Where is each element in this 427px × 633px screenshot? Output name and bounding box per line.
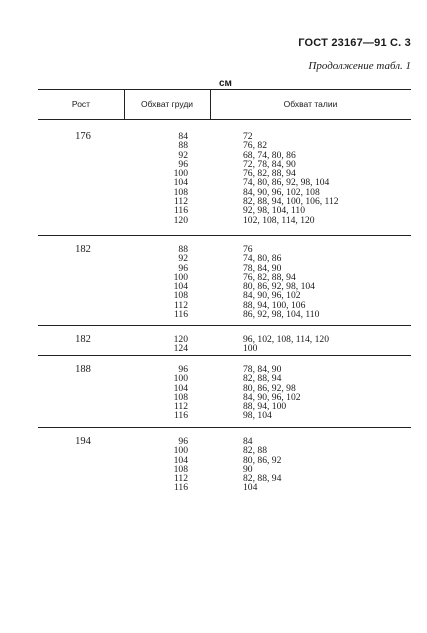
waist-values: 84, 90, 96, 102, 108 [243,186,320,198]
chest-value: 84 [178,131,188,142]
waist-values: 74, 80, 86 [243,253,282,265]
waist-values: 72 [243,131,253,142]
group-separator [38,325,411,326]
waist-values: 84 [243,436,253,447]
waist-values: 98, 104 [243,410,272,422]
chest-column [128,437,188,493]
waist-values: 82, 88, 94, 100, 106, 112 [243,196,339,208]
document-code: ГОСТ 23167—91 С. 3 [298,37,411,49]
chest-column [128,335,188,354]
waist-values: 68, 74, 80, 86 [243,149,296,161]
waist-values: 76, 82, 88, 94 [243,168,296,180]
waist-values: 102, 108, 114, 120 [243,214,315,226]
chest-value: 116 [173,482,188,494]
group-separator [38,355,411,356]
height-value: 188 [75,364,91,375]
chest-value: 88 [178,140,188,152]
chest-value: 116 [173,309,188,321]
chest-value: 100 [173,445,188,457]
chest-value: 104 [173,382,188,394]
waist-column [243,132,408,225]
waist-values: 82, 88 [243,445,267,457]
waist-values: 72, 78, 84, 90 [243,158,296,170]
group-separator [38,235,411,236]
chest-value: 108 [173,463,188,475]
header-bottom-border [38,119,411,120]
waist-values: 92, 98, 104, 110 [243,205,306,217]
waist-values: 104 [243,482,258,494]
chest-value: 120 [173,334,188,345]
waist-column [243,437,408,493]
chest-value: 116 [173,410,188,422]
column-header-height: Рост [71,99,91,109]
waist-values: 76 [243,244,253,255]
waist-column [243,245,408,319]
waist-values: 84, 90, 96, 102 [243,290,301,302]
chest-value: 112 [173,473,188,485]
waist-values: 80, 86, 92, 98, 104 [243,281,315,293]
chest-value: 120 [173,214,188,226]
chest-value: 96 [178,364,188,375]
chest-column [128,365,188,421]
table-continuation-label: Продолжение табл. 1 [308,60,411,72]
chest-value: 108 [173,391,188,403]
unit-label: см [219,78,232,89]
column-header-chest: Обхват груди [140,99,194,109]
table-top-border [38,89,411,90]
chest-column [128,245,188,319]
chest-value: 92 [178,253,188,265]
column-header-waist: Обхват талии [283,99,338,109]
waist-values: 82, 88, 94 [243,373,282,385]
chest-value: 112 [173,196,188,208]
chest-value: 112 [173,401,188,413]
waist-values: 78, 84, 90 [243,364,282,375]
waist-column [243,335,408,354]
height-value: 176 [75,131,91,142]
height-value: 194 [75,436,91,447]
chest-value: 96 [178,436,188,447]
chest-value: 108 [173,290,188,302]
waist-values: 80, 86, 92 [243,454,282,466]
waist-values: 76, 82 [243,140,267,152]
waist-values: 86, 92, 98, 104, 110 [243,309,320,321]
chest-value: 116 [173,205,188,217]
chest-value: 96 [178,158,188,170]
waist-values: 100 [243,343,258,355]
chest-value: 104 [173,281,188,293]
waist-values: 78, 84, 90 [243,262,282,274]
chest-value: 92 [178,149,188,161]
height-value: 182 [75,244,91,255]
chest-value: 112 [173,299,188,311]
chest-value: 96 [178,262,188,274]
waist-column [243,365,408,421]
waist-values: 90 [243,463,253,475]
waist-values: 88, 94, 100, 106 [243,299,306,311]
waist-values: 76, 82, 88, 94 [243,271,296,283]
chest-column [128,132,188,225]
waist-values: 82, 88, 94 [243,473,282,485]
group-separator [38,427,411,428]
chest-value: 88 [178,244,188,255]
chest-value: 100 [173,271,188,283]
height-value: 182 [75,334,91,345]
chest-value: 100 [173,373,188,385]
chest-value: 100 [173,168,188,180]
chest-value: 104 [173,454,188,466]
waist-values: 80, 86, 92, 98 [243,382,296,394]
chest-value: 108 [173,186,188,198]
chest-value: 104 [173,177,188,189]
waist-values: 84, 90, 96, 102 [243,391,301,403]
size-table [38,89,411,561]
waist-values: 74, 80, 86, 92, 98, 104 [243,177,330,189]
waist-values: 96, 102, 108, 114, 120 [243,334,329,345]
chest-value: 124 [173,343,188,355]
waist-values: 88, 94, 100 [243,401,287,413]
